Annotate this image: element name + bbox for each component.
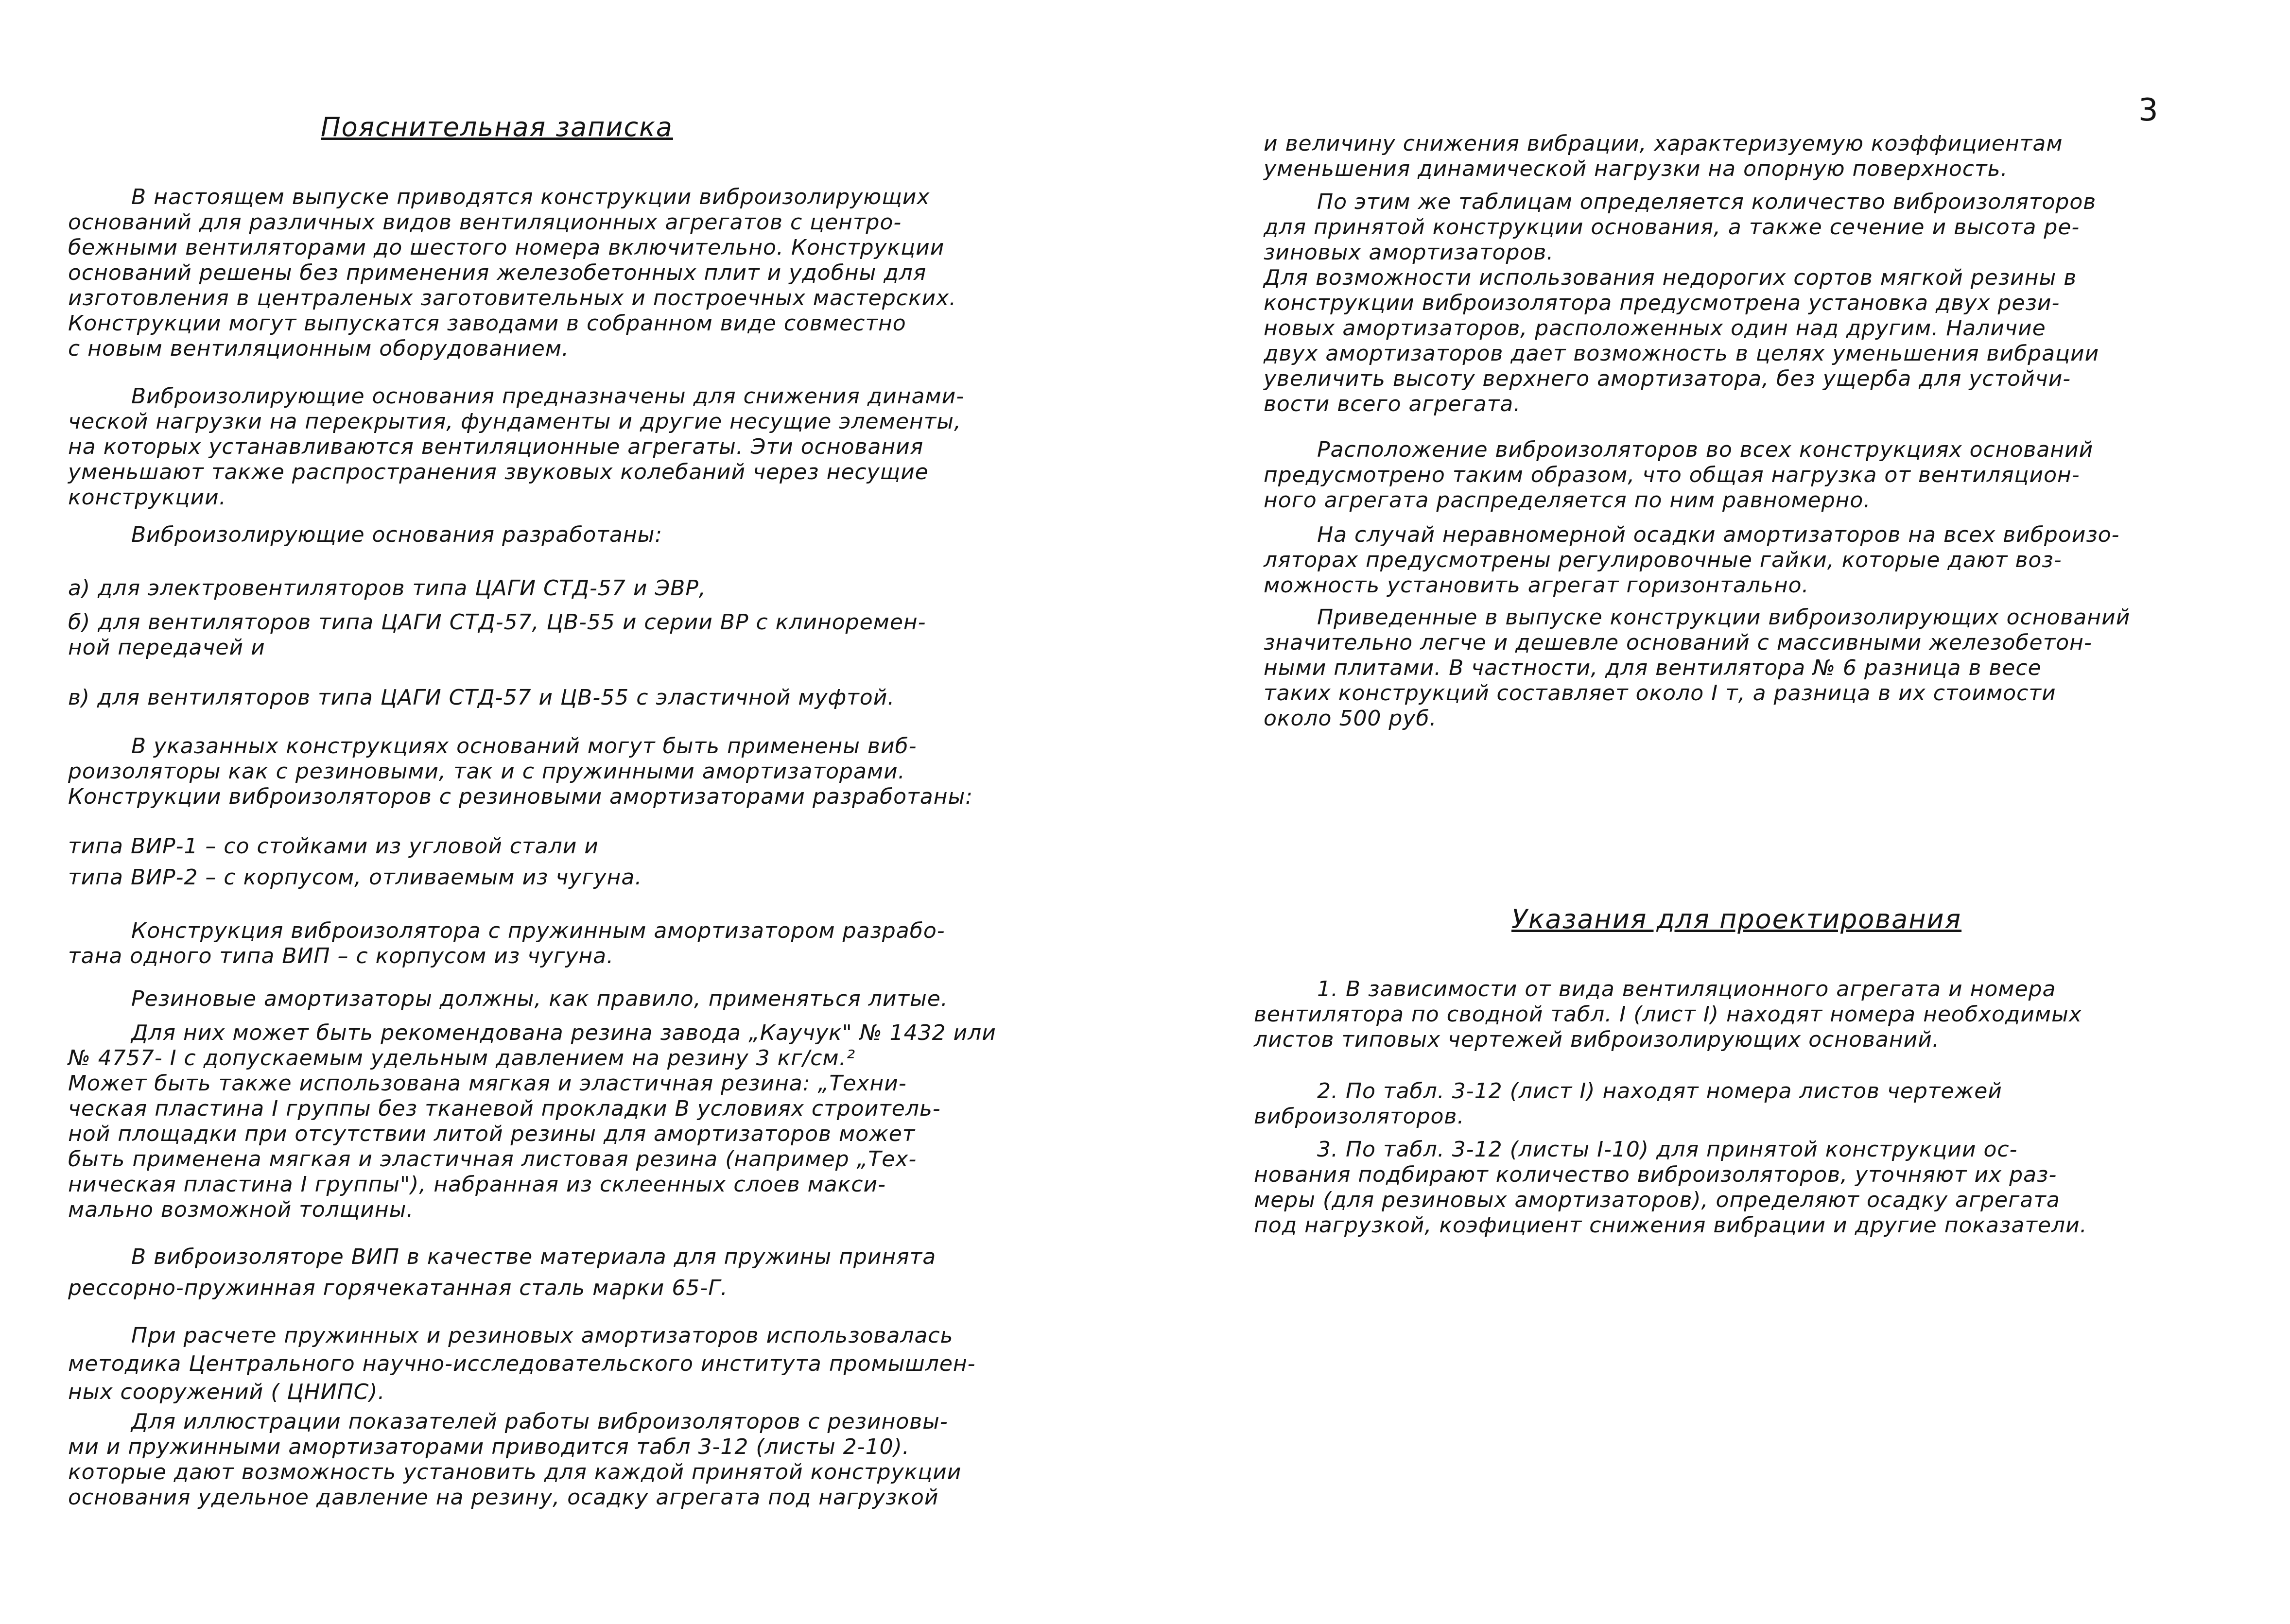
list-item: а) для электровентиляторов типа ЦАГИ СТД-57 и ЭВР, xyxy=(68,576,706,601)
paragraph: и величину снижения вибрации, характеризуемую коэффициентам уменьшения динамической нагрузки на опорную поверхность. xyxy=(1264,131,2063,181)
paragraph: Виброизолирующие основания разработаны: xyxy=(131,522,663,547)
paragraph: При расчете пружинных и резиновых амортизаторов использовалась методика Центрального научно-исследовательского института промышлен- ных сооружений ( ЦНИПС). xyxy=(68,1323,976,1404)
paragraph: Для них может быть рекомендована резина завода „Каучук" № 1432 или № 4757- I с допускаемым удельным давлением на резину 3 кг/см.² Может быть также использована мягкая и эластичная резина: „Техни- ческая пластина I группы без тканевой прокладки В условиях строитель- ной площадки при отсутствии литой резины для амортизаторов может быть применена мягкая и эластичная листовая резина (например „Тех- ническая пластина I группы"), набранная из склеенных слоев макси- мально возможной толщины. xyxy=(68,1020,996,1222)
paragraph: Резиновые амортизаторы должны, как правило, применяться литые. xyxy=(131,986,948,1011)
paragraph: В настоящем выпуске приводятся конструкции виброизолирующих оснований для различных видов вентиляционных агрегатов с центро- бежными вентиляторами до шестого номера включительно. Конструкции оснований решены без применения железобетонных плит и удобны для изготовления в централеных заготовительных и построечных мастерских. Конструкции могут выпускатся заводами в собранном виде совместно с новым вентиляционным оборудованием. xyxy=(68,185,957,361)
list-item: б) для вентиляторов типа ЦАГИ СТД-57, ЦВ-55 и серии ВР с клиноремен- ной передачей и xyxy=(68,610,926,660)
list-item: в) для вентиляторов типа ЦАГИ СТД-57 и ЦВ-55 с эластичной муфтой. xyxy=(68,685,895,710)
paragraph: Виброизолирующие основания предназначены для снижения динами- ческой нагрузки на перекрытия, фундаменты и другие несущие элементы, на которых устанавливаются вентиляционные агрегаты. Эти основания уменьшают также распространения звуковых колебаний через несущие конструкции. xyxy=(68,384,965,510)
instruction-item: 1. В зависимости от вида вентиляционного агрегата и номера вентилятора по сводной табл. I (лист I) находят номера необходимых листов типовых чертежей виброизолирующих оснований. xyxy=(1254,977,2082,1052)
paragraph: Для иллюстрации показателей работы виброизоляторов с резиновы- ми и пружинными амортизаторами приводится табл 3-12 (листы 2-10). которые дают возможность установить для каждой принятой конструкции основания удельное давление на резину, осадку агрегата под нагрузкой xyxy=(68,1409,962,1510)
instruction-item: 3. По табл. 3-12 (листы I-10) для принятой конструкции ос- нования подбирают количество виброизоляторов, уточняют их раз- меры (для резиновых амортизаторов), определяют осадку агрегата под нагрузкой, коэфициент снижения вибрации и другие показатели. xyxy=(1254,1137,2087,1238)
instruction-item: 2. По табл. 3-12 (лист I) находят номера листов чертежей виброизоляторов. xyxy=(1254,1079,2002,1129)
paragraph: По этим же таблицам определяется количество виброизоляторов для принятой конструкции основания, а также сечение и высота ре- зиновых амортизаторов. Для возможности использования недорогих сортов мягкой резины в конструкции виброизолятора предусмотрена установка двух рези- новых амортизаторов, расположенных один над другим. Наличие двух амортизаторов дает возможность в целях уменьшения вибрации увеличить высоту верхнего амортизатора, без ущерба для устойчи- вости всего агрегата. xyxy=(1264,190,2099,416)
paragraph: На случай неравномерной осадки амортизаторов на всех виброизо- ляторах предусмотрены регулировочные гайки, которые дают воз- можность установить агрегат горизонтально. xyxy=(1264,522,2120,598)
paragraph: типа ВИР-1 – со стойками из угловой стали и типа ВИР-2 – с корпусом, отливаемым из чугуна. xyxy=(68,834,642,890)
paragraph: В указанных конструкциях оснований могут быть применены виб- роизоляторы как с резиновыми, так и с пружинными амортизаторами. Конструкции виброизоляторов с резиновыми амортизаторами разработаны: xyxy=(68,734,973,809)
design-instructions-heading: Указания для проектирования xyxy=(1511,904,1962,934)
paragraph: Конструкция виброизолятора с пружинным амортизатором разрабо- тана одного типа ВИП – с корпусом из чугуна. xyxy=(68,918,945,968)
explanatory-note-heading: Пояснительная записка xyxy=(321,112,673,142)
paragraph: Расположение виброизоляторов во всех конструкциях оснований предусмотрено таким образом, что общая нагрузка от вентиляцион- ного агрегата распределяется по ним равномерно. xyxy=(1264,437,2094,513)
paragraph: Приведенные в выпуске конструкции виброизолирующих оснований значительно легче и дешевле оснований с массивными железобетон- ными плитами. В частности, для вентилятора № 6 разница в весе таких конструкций составляет около I т, а разница в их стоимости около 500 руб. xyxy=(1264,605,2131,731)
paragraph: В виброизоляторе ВИП в качестве материала для пружины принята рессорно-пружинная горячекатанная сталь марки 65-Г. xyxy=(68,1244,937,1300)
page-number: 3 xyxy=(2138,92,2158,128)
